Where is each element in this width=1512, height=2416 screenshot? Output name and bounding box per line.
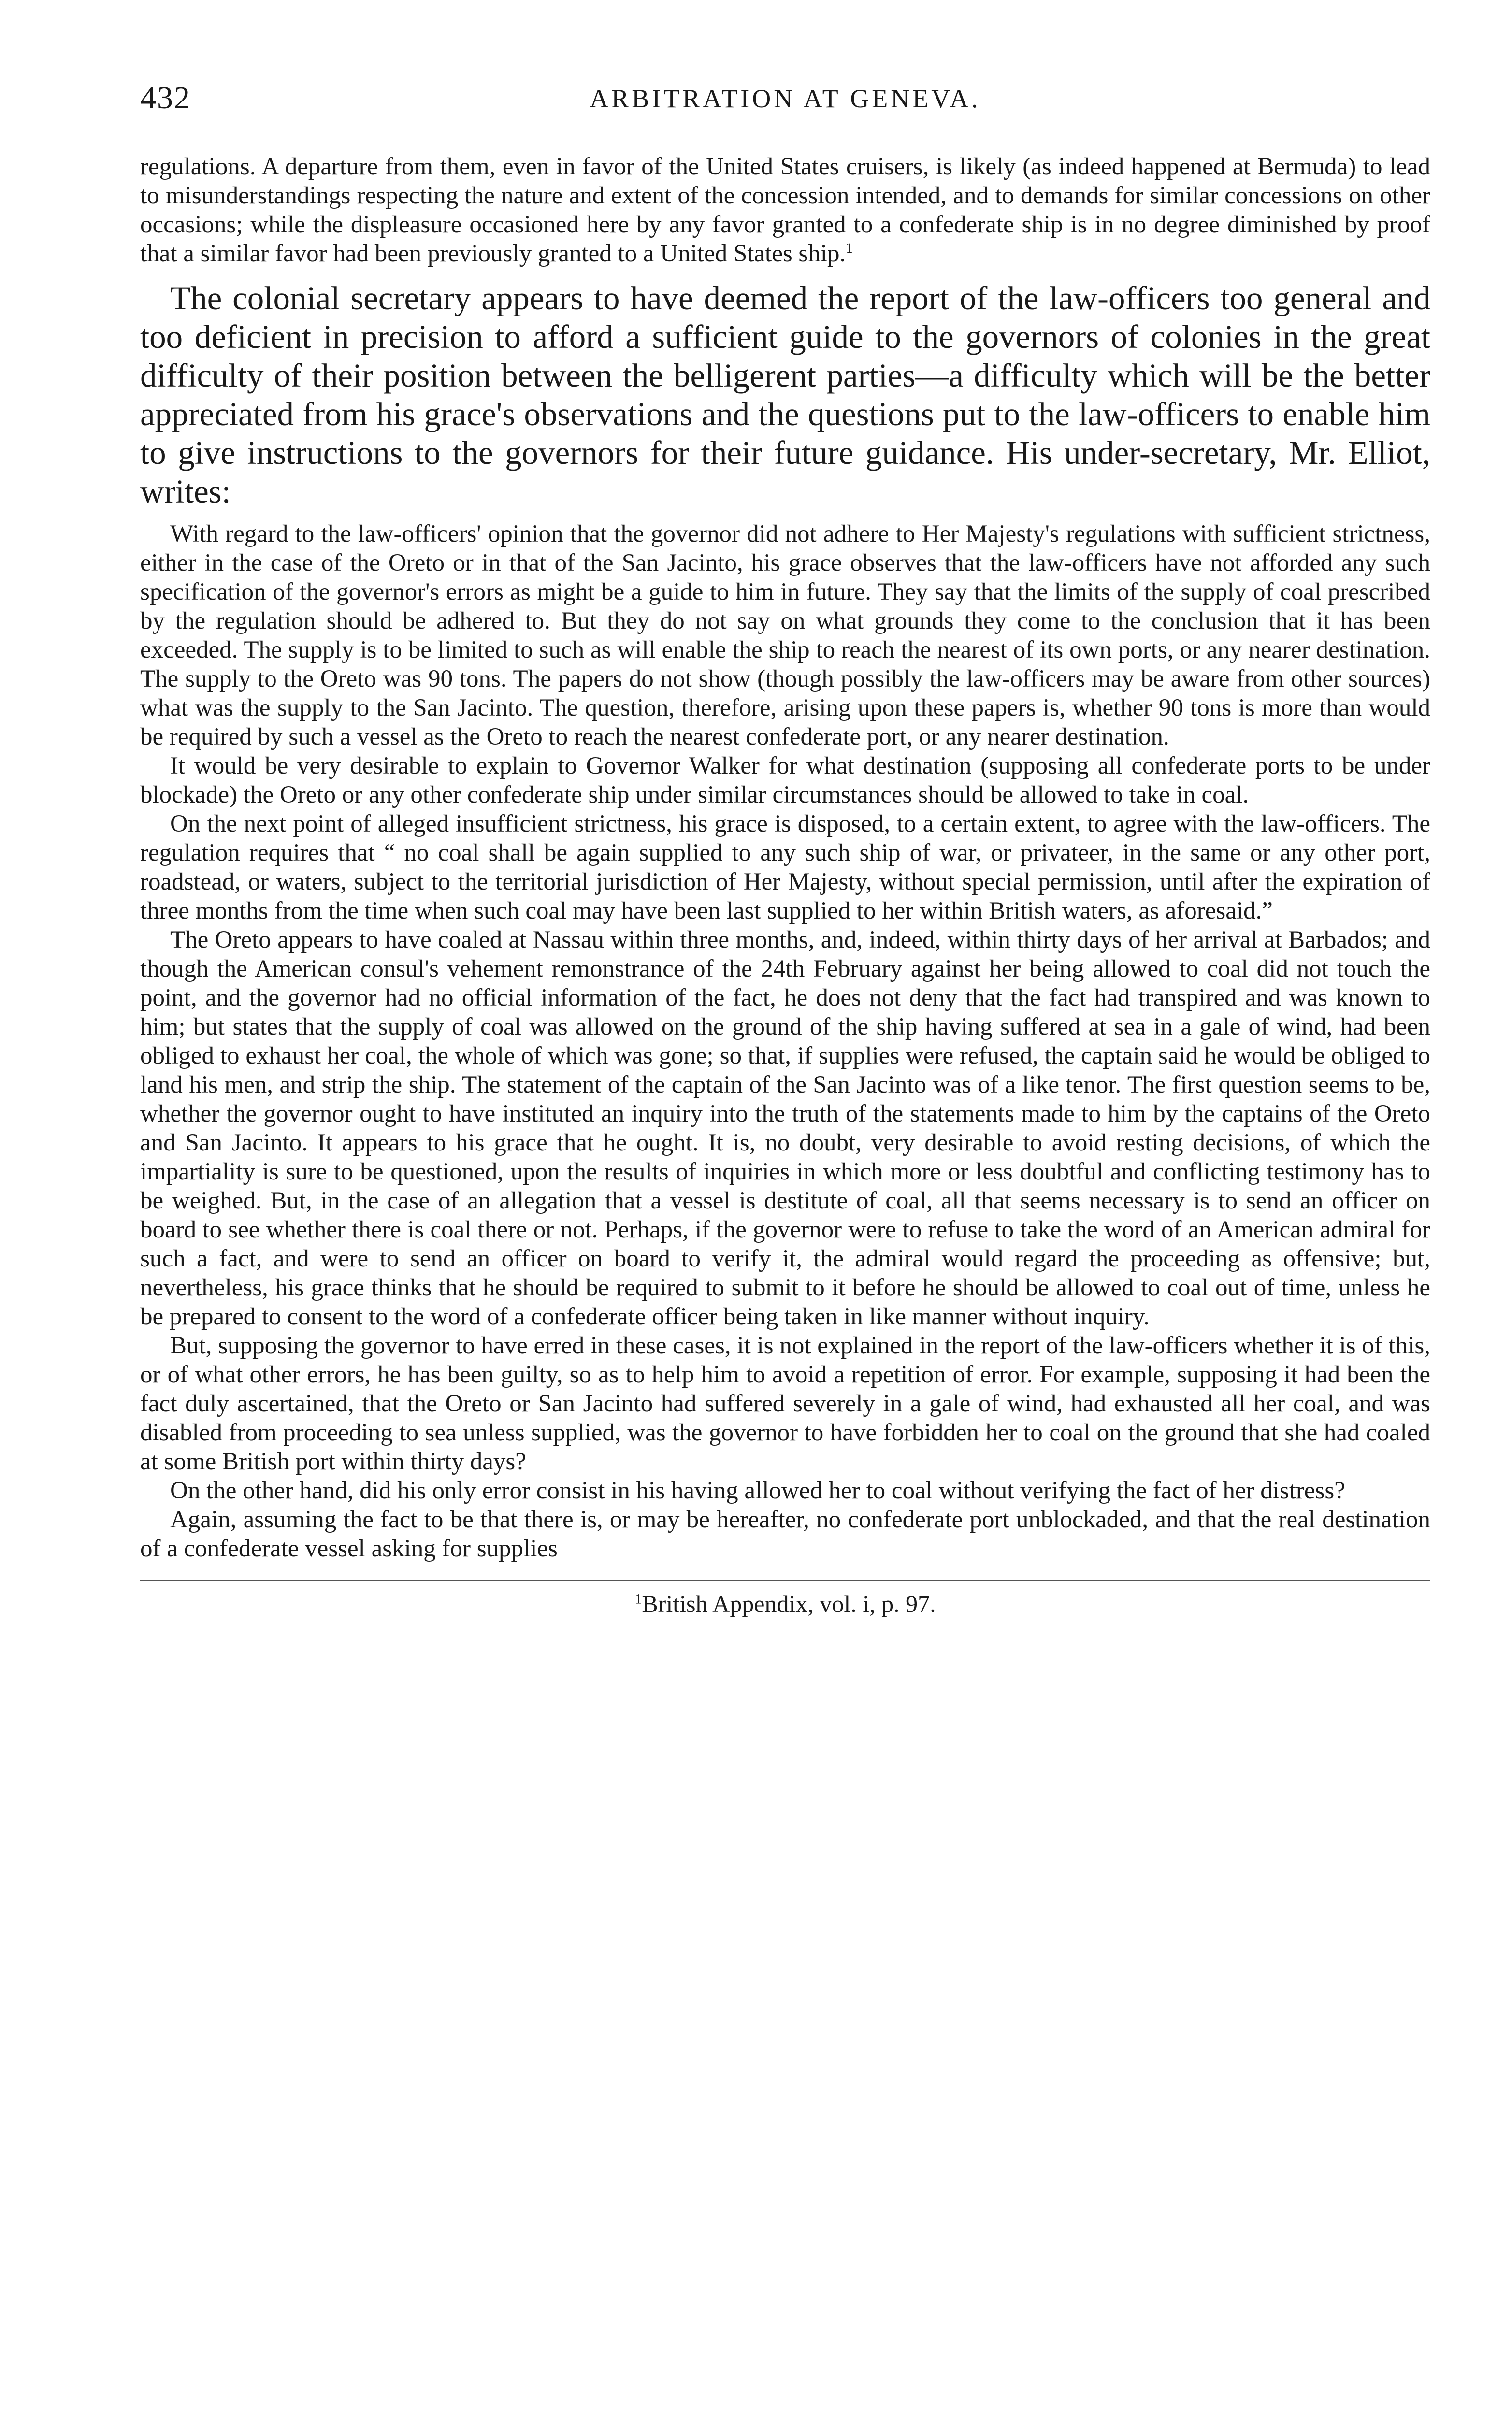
quoted-paragraph: On the other hand, did his only error consist in his having allowed her to coal without verifying the fact of her distress?	[170, 1477, 1345, 1504]
footnote-mark: 1	[634, 1591, 642, 1607]
paragraph-continuation	[140, 152, 1430, 268]
quoted-paragraph: Again, assuming the fact to be that there is, or may be hereafter, no confederate port unblockaded, and that the real destination of a confederate vessel asking for supplies	[140, 1506, 1430, 1562]
paragraph-narrative: The colonial secretary appears to have deemed the report of the law-officers too general and too deficient in precision to afford a sufficient guide to the governors of colonies in the great difficulty of their position between the belligerent parties—a difficulty which will be the better appreciated from his grace's observations and the questions put to the law-officers to enable him to give instructions to the governors for their future guidance. His under-secretary, Mr. Elliot, writes:	[140, 280, 1430, 510]
page-header	[140, 80, 1430, 138]
page	[140, 80, 1430, 2416]
page-number: 432	[140, 80, 191, 115]
running-title: ARBITRATION AT GENEVA.	[590, 84, 981, 113]
paragraph-text: regulations. A departure from them, even in favor of the United States cruisers, is likely (as indeed happened at Bermuda) to lead to misunderstandings respecting the nature and extent of the concession intended, and to demands for similar concessions on other occasions; while the displeasure occasioned here by any favor granted to a confederate ship is in no degree diminished by proof that a similar favor had been previously granted to a United States ship.	[140, 153, 1430, 267]
quoted-paragraph: It would be very desirable to explain to Governor Walker for what destination (supposing all confederate ports to be under blockade) the Oreto or any other confederate ship under similar circumstances should be allowed to take in coal.	[140, 752, 1430, 808]
quoted-paragraph: On the next point of alleged insufficient strictness, his grace is disposed, to a certain extent, to agree with the law-officers. The regulation requires that “ no coal shall be again supplied to any such ship of war, or privateer, in the same or any other port, roadstead, or waters, subject to the territorial jurisdiction of Her Majesty, without special permission, until after the expiration of three months from the time when such coal may have been last supplied to her within British waters, as aforesaid.”	[140, 810, 1430, 924]
quoted-paragraph: With regard to the law-officers' opinion that the governor did not adhere to Her Majesty's regulations with sufficient strictness, either in the case of the Oreto or in that of the San Jacinto, his grace observes that the law-officers have not afforded any such specification of the governor's errors as might be a guide to him in future. They say that the limits of the supply of coal prescribed by the regulation should be adhered to. But they do not say on what grounds they come to the conclusion that it has been exceeded. The supply is to be limited to such as will enable the ship to reach the nearest of its own ports, or any nearer destination. The supply to the Oreto was 90 tons. The papers do not show (though possibly the law-officers may be aware from other sources) what was the supply to the San Jacinto. The question, therefore, arising upon these papers is, whether 90 tons is more than would be required by such a vessel as the Oreto to reach the nearest confederate port, or any nearer destination.	[140, 520, 1430, 750]
quoted-paragraph: The Oreto appears to have coaled at Nassau within three months, and, indeed, within thirty days of her arrival at Barbados; and though the American consul's vehement remonstrance of the 24th February against her being allowed to coal did not touch the point, and the governor had no official information of the fact, he does not deny that the fact had transpired and was known to him; but states that the supply of coal was allowed on the ground of the ship having suffered at sea in a gale of wind, had been obliged to exhaust her coal, the whole of which was gone; so that, if supplies were refused, the captain said he would be obliged to land his men, and strip the ship. The statement of the captain of the San Jacinto was of a like tenor. The first question seems to be, whether the governor ought to have instituted an inquiry into the truth of the statements made to him by the captains of the Oreto and San Jacinto. It appears to his grace that he ought. It is, no doubt, very desirable to avoid resting decisions, of which the impartiality is sure to be questioned, upon the results of inquiries in which more or less doubtful and conflicting testimony has to be weighed. But, in the case of an allegation that a vessel is destitute of coal, all that seems necessary is to send an officer on board to see whether there is coal there or not. Perhaps, if the governor were to refuse to take the word of an American admiral for such a fact, and were to send an officer on board to verify it, the admiral would regard the proceeding as offensive; but, nevertheless, his grace thinks that he should be required to submit to it before he should be allowed to coal out of time, unless he be prepared to consent to the word of a confederate officer being taken in like manner without inquiry.	[140, 926, 1430, 1330]
footnote-text: British Appendix, vol. i, p. 97.	[642, 1590, 936, 1617]
quoted-paragraph: But, supposing the governor to have erred in these cases, it is not explained in the report of the law-officers whether it is of this, or of what other errors, he has been guilty, so as to help him to avoid a repetition of error. For example, supposing it had been the fact duly ascertained, that the Oreto or San Jacinto had suffered severely in a gale of wind, had exhausted all her coal, and was disabled from proceeding to sea unless supplied, was the governor to have forbidden her to coal on the ground that she had coaled at some British port within thirty days?	[140, 1332, 1430, 1475]
footnote	[140, 1589, 1430, 1618]
footnote-reference: 1	[846, 240, 853, 256]
footnote-divider	[140, 1580, 1430, 1581]
